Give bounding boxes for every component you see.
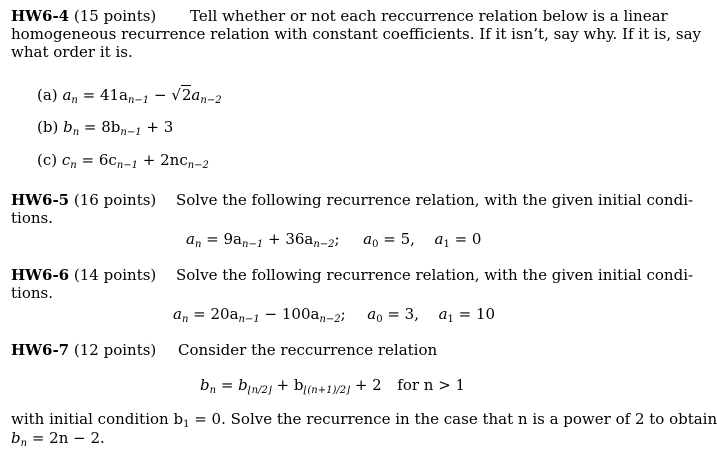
- problem-id: HW6-4: [11, 7, 70, 25]
- hw6-5-prompt-line1: Solve the following recurrence relation, with the given initial condi-: [176, 191, 694, 209]
- hw6-6-prompt-line2: tions.: [11, 284, 53, 302]
- hw6-7-after-line2: $b_n = 2n - 2$.: [11, 429, 105, 449]
- hw6-4-part-a: (a) $a_n = 41a_{n-1} - √2a_{n-2}$: [37, 86, 222, 106]
- hw6-7-heading: [11, 341, 156, 359]
- problem-id: HW6-7: [11, 341, 70, 359]
- problem-id: HW6-5: [11, 191, 70, 209]
- part-label: (c): [37, 151, 58, 169]
- hw6-6-equation: $a_n = 20a_{n-1} - 100a_{n-2}$; $a_0 = 3$, $a_1 = 10$: [173, 305, 496, 325]
- hw6-6-heading: [11, 266, 156, 284]
- hw6-7-equation: $b_n = b_{⌊n/2⌋} + b_{⌊(n+1)/2⌋} + 2$ for n > 1: [200, 376, 466, 396]
- hw6-4-part-b: (b) $b_n = 8b_{n-1} + 3$: [37, 118, 174, 138]
- hw6-4-prompt-line2: homogeneous recurrence relation with constant coefficients. If it isn’t, say why. If it is, say: [11, 25, 702, 43]
- problem-points: (16 points): [73, 191, 157, 209]
- hw6-4-prompt-line3: what order it is.: [11, 43, 133, 61]
- hw6-5-heading: [11, 191, 156, 209]
- problem-points: (12 points): [73, 341, 157, 359]
- problem-points: (15 points): [73, 7, 157, 25]
- hw6-7-prompt-line1: Consider the reccurrence relation: [178, 341, 438, 359]
- part-label: (a): [37, 86, 58, 104]
- hw6-4-prompt-line1: Tell whether or not each reccurrence relation below is a linear: [190, 7, 668, 25]
- hw6-4-part-c: (c) $c_n = 6c_{n-1} + 2nc_{n-2}$: [37, 151, 209, 171]
- part-label: (b): [37, 118, 59, 136]
- problem-id: HW6-6: [11, 266, 70, 284]
- hw6-5-prompt-line2: tions.: [11, 209, 53, 227]
- hw6-5-equation: $a_n = 9a_{n-1} + 36a_{n-2}$; $a_0 = 5$, $a_1 = 0$: [186, 230, 482, 250]
- problem-points: (14 points): [73, 266, 157, 284]
- hw6-4-heading: [11, 7, 156, 25]
- hw6-7-after-line1: with initial condition $b_1 = 0$. Solve the recurrence in the case that n is a power of 2 to obtain: [11, 410, 717, 430]
- sqrt-symbol: √2: [171, 86, 192, 104]
- hw6-6-prompt-line1: Solve the following recurrence relation, with the given initial condi-: [176, 266, 694, 284]
